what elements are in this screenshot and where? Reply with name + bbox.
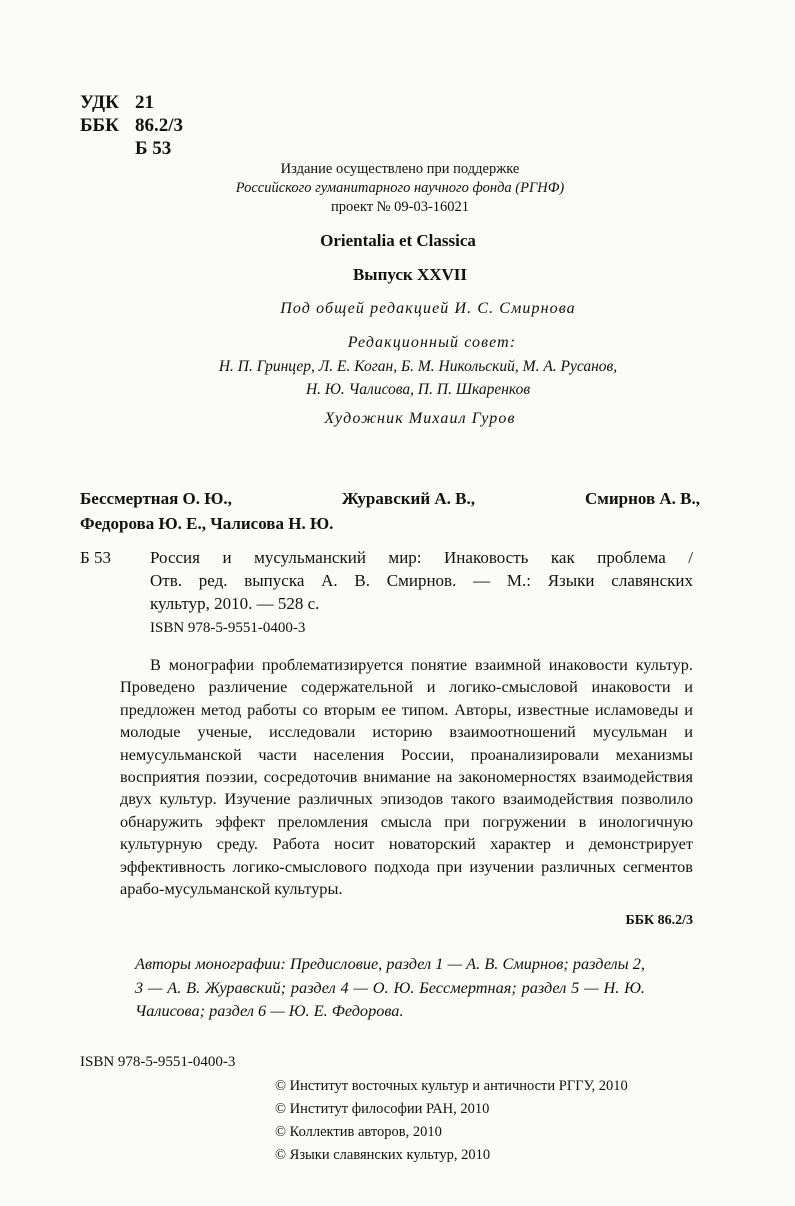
authors-heading [80, 486, 700, 536]
support-line-1: Издание осуществлено при поддержке [280, 161, 520, 177]
udk-row [80, 91, 183, 114]
contributors-note: Авторы монографии: Предисловие, раздел 1 — А. В. Смирнов; разделы 2, 3 — А. В. Журавский; раздел 4 — О. Ю. Бессмертная; раздел 5 — Н. Ю. Чалисова; раздел 6 — Ю. Е. Федорова. [135, 954, 645, 1020]
support-line-2: Российского гуманитарного научного фонда (РГНФ) [235, 180, 565, 196]
bib-line-2: Отв. ред. выпуска А. В. Смирнов. — М.: Языки славянских [150, 571, 693, 590]
general-editor: Под общей редакцией И. С. Смирнова [280, 300, 576, 317]
bib-code: Б 53 [80, 548, 112, 567]
author-3: Смирнов А. В., [584, 489, 700, 508]
copyright-block [275, 1075, 628, 1167]
author-mark: Б 53 [135, 138, 172, 159]
authors-line-1 [80, 486, 700, 511]
author-1: Бессмертная О. Ю., [80, 489, 232, 508]
bbk-row [80, 114, 183, 137]
bib-line-3: культур, 2010. — 528 с. [150, 594, 320, 613]
isbn-bottom: ISBN 978-5-9551-0400-3 [80, 1054, 236, 1070]
copyright-line: © Коллектив авторов, 2010 [275, 1124, 442, 1140]
support-line-3: проект № 09-03-16021 [330, 199, 470, 215]
udk-value: 21 [135, 92, 154, 113]
series-issue: Выпуск XXVII [352, 265, 468, 284]
author-mark-row [80, 137, 183, 160]
abstract-text: В монографии проблематизируется понятие взаимной инаковости культур. Проведено различение содержательной и логико-смысловой инаковости и предложен метод работы со вторым ее типом. Авторы, известные исламоведы и молодые ученые, исследовали историю взаимоотношений мусульман и немусульманской части населения России, проанализировали механизмы восприятия поэзии, сосредоточив внимание на закономерностях взаимодействия двух культур. Изучение различных эпизодов такого взаимодействия позволило обнаружить эффект преломления смысла при погружении в инологичную культурную среду. Работа носит новаторский характер и демонстрирует эффективность логико-смыслового подхода при изучении различных сегментов арабо-мусульманской культуры. [120, 655, 693, 899]
series-title: Orientalia et Classica [320, 231, 476, 250]
bbk-value: 86.2/3 [135, 115, 184, 136]
udk-label: УДК [80, 92, 119, 113]
isbn-bibliographic: ISBN 978-5-9551-0400-3 [150, 620, 306, 636]
bbk-bottom: ББК 86.2/3 [625, 913, 693, 928]
board-members-line-1: Н. П. Гринцер, Л. Е. Коган, Б. М. Никольский, М. А. Русанов, [218, 358, 618, 375]
editorial-board-heading: Редакционный совет: [347, 334, 517, 351]
copyright-line: © Языки славянских культур, 2010 [275, 1147, 491, 1163]
authors-line-2: Федорова Ю. Е., Чалисова Н. Ю. [80, 514, 334, 533]
artist-credit: Художник Михаил Гуров [324, 410, 516, 427]
grant-support [64, 160, 736, 217]
bib-line-1: Россия и мусульманский мир: Инаковость как проблема / [150, 548, 693, 567]
abstract [120, 654, 693, 900]
bibliographic-description [80, 546, 693, 615]
copyright-line: © Институт философии РАН, 2010 [275, 1101, 490, 1117]
copyright-line: © Институт восточных культур и античности РГГУ, 2010 [275, 1078, 628, 1094]
board-members-line-2: Н. Ю. Чалисова, П. П. Шкаренков [305, 381, 531, 398]
author-2: Журавский А. В., [341, 489, 476, 508]
editorial-board-members [38, 355, 795, 401]
bbk-label: ББК [80, 115, 119, 136]
classification-codes [80, 91, 183, 160]
